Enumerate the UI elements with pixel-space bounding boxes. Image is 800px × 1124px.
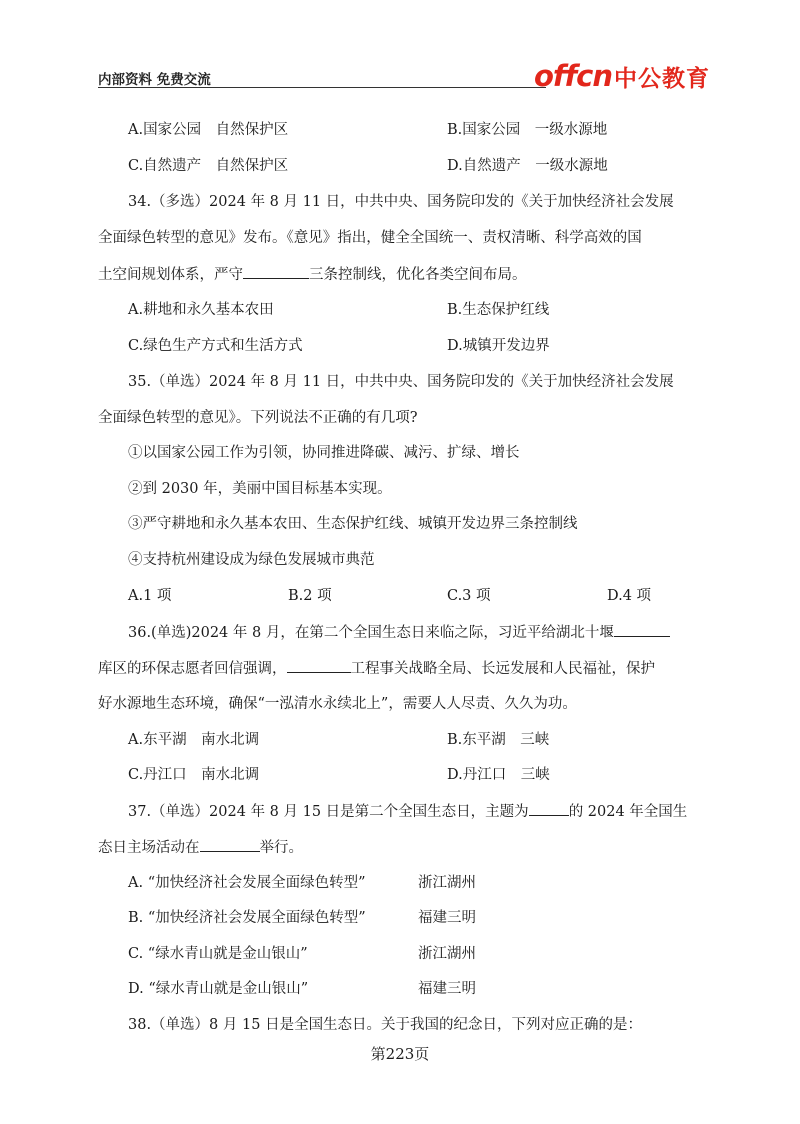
q34-option-d: D.城镇开发边界 — [447, 338, 550, 354]
q37-stem-line1 — [128, 801, 687, 822]
q34-option-a: A.耕地和永久基本农田 — [128, 302, 274, 318]
q36-option-d: D.丹江口 三峡 — [447, 767, 550, 783]
q37-option-d-place: 福建三明 — [418, 981, 476, 997]
q35-statement-4: ④支持杭州建设成为绿色发展城市典范 — [128, 552, 375, 568]
q34-stem-line3-pre: 土空间规划体系，严守 — [98, 267, 243, 283]
q35-option-a: A.1 项 — [128, 588, 172, 604]
header-label: 内部资料 免费交流 — [98, 72, 211, 88]
q33-option-a: A.国家公园 自然保护区 — [128, 122, 289, 138]
q37-blank-2 — [200, 837, 260, 852]
q34-option-b: B.生态保护红线 — [447, 302, 550, 318]
q35-statement-2: ②到 2030 年，美丽中国目标基本实现。 — [128, 481, 392, 497]
q34-stem-line1: 34.（多选）2024 年 8 月 11 日，中共中央、国务院印发的《关于加快经济社会发展 — [128, 194, 674, 210]
q35-stem-line2: 全面绿色转型的意见》。下列说法不正确的有几项? — [98, 410, 418, 426]
q37-option-d-text: D. “绿水青山就是金山银山” — [128, 981, 309, 997]
q35-option-b: B.2 项 — [288, 588, 332, 604]
q34-stem-line2: 全面绿色转型的意见》发布。《意见》指出，健全全国统一、责权清晰、科学高效的国 — [98, 230, 642, 246]
q37-option-a-text: A. “加快经济社会发展全面绿色转型” — [128, 875, 366, 891]
q37-option-b-place: 福建三明 — [418, 910, 476, 926]
q34-stem-line3 — [98, 264, 527, 285]
q37-option-c-text: C. “绿水青山就是金山银山” — [128, 946, 308, 962]
q33-option-b: B.国家公园 一级水源地 — [447, 122, 608, 138]
q36-stem-line1 — [128, 622, 670, 643]
q37-stem-line1-post: 的 2024 年全国生 — [568, 804, 688, 820]
q37-stem-line2 — [98, 837, 303, 858]
header-rule — [98, 87, 546, 88]
q38-stem-line1: 38.（单选）8 月 15 日是全国生态日。关于我国的纪念日，下列对应正确的是： — [128, 1017, 643, 1033]
q37-stem-line2-pre: 态日主场活动在 — [98, 840, 200, 856]
q34-answer-blank — [243, 264, 309, 279]
q36-stem-line2-post: 工程事关战略全局、长远发展和人民福祉，保护 — [350, 661, 655, 677]
q35-option-c: C.3 项 — [447, 588, 491, 604]
offcn-logo — [534, 60, 710, 92]
q33-option-c: C.自然遗产 自然保护区 — [128, 158, 289, 174]
q36-option-b: B.东平湖 三峡 — [447, 732, 550, 748]
q35-statement-3: ③严守耕地和永久基本农田、生态保护红线、城镇开发边界三条控制线 — [128, 516, 578, 532]
q37-blank-1 — [529, 801, 569, 816]
logo-cn-text: 中公教育 — [614, 65, 710, 92]
q36-stem-line2 — [98, 658, 655, 679]
logo-en-text: offcn — [534, 59, 612, 93]
q37-option-c-place: 浙江湖州 — [418, 946, 476, 962]
q37-option-a-place: 浙江湖州 — [418, 875, 476, 891]
q36-blank-1 — [614, 622, 670, 637]
q35-option-d: D.4 项 — [607, 588, 652, 604]
q36-stem-line2-pre: 库区的环保志愿者回信强调， — [98, 661, 287, 677]
q35-statement-1: ①以国家公园工作为引领，协同推进降碳、减污、扩绿、增长 — [128, 445, 520, 461]
page-header — [98, 60, 710, 92]
q37-stem-line2-post: 举行。 — [259, 840, 303, 856]
page-number: 第223页 — [370, 1045, 430, 1063]
q37-option-b-text: B. “加快经济社会发展全面绿色转型” — [128, 910, 366, 926]
q37-stem-line1-pre: 37.（单选）2024 年 8 月 15 日是第二个全国生态日，主题为 — [128, 804, 529, 820]
q36-option-a: A.东平湖 南水北调 — [128, 732, 260, 748]
q34-stem-line3-post: 三条控制线，优化各类空间布局。 — [309, 267, 527, 283]
q35-stem-line1: 35.（单选）2024 年 8 月 11 日，中共中央、国务院印发的《关于加快经济社会发展 — [128, 374, 674, 390]
q36-stem-line3: 好水源地生态环境，确保“一泓清水永续北上”，需要人人尽责、久久为功。 — [98, 696, 577, 712]
q36-stem-line1-pre: 36.(单选)2024 年 8 月，在第二个全国生态日来临之际，习近平给湖北十堰 — [128, 625, 614, 641]
q36-blank-2 — [287, 658, 351, 673]
q33-option-d: D.自然遗产 一级水源地 — [447, 158, 608, 174]
q34-option-c: C.绿色生产方式和生活方式 — [128, 338, 303, 354]
q36-option-c: C.丹江口 南水北调 — [128, 767, 260, 783]
